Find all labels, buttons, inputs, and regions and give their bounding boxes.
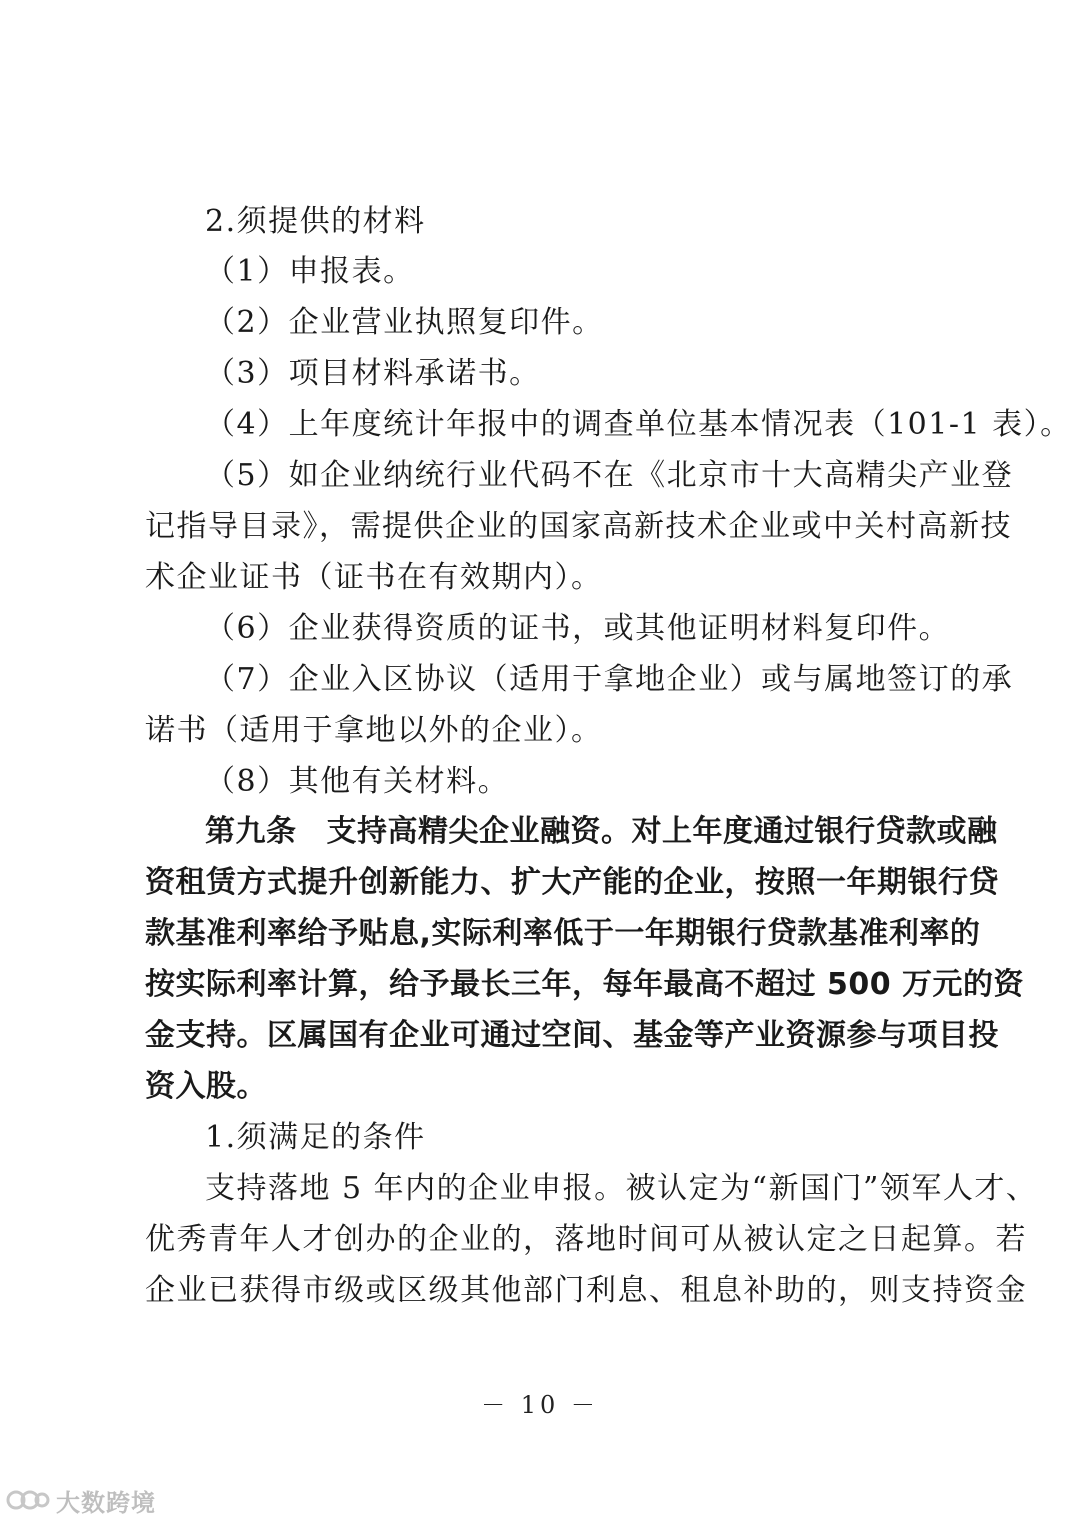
conditions-line: 支持落地 5 年内的企业申报。被认定为“新国门”领军人才、: [205, 1171, 1038, 1206]
page-number: － 10 －: [481, 1391, 599, 1419]
material-item-continued: 诺书（适用于拿地以外的企业）。: [145, 713, 603, 748]
conditions-line: 优秀青年人才创办的企业的，落地时间可从被认定之日起算。若: [145, 1222, 1027, 1257]
watermark: [6, 1482, 156, 1518]
article9-line: 金支持。区属国有企业可通过空间、基金等产业资源参与项目投: [145, 1018, 999, 1053]
conditions-heading: 1.须满足的条件: [205, 1120, 426, 1155]
article9-text: 支持高精尖企业融资。对上年度通过银行贷款或融: [326, 814, 998, 849]
watermark-text: 大数跨境: [56, 1488, 156, 1517]
material-item: （8）其他有关材料。: [205, 764, 510, 799]
material-item: （6）企业获得资质的证书，或其他证明材料复印件。: [205, 611, 951, 646]
article9-title: 第九条: [205, 814, 297, 849]
watermark-logo-icon: [6, 1485, 50, 1515]
material-item: （5）如企业纳统行业代码不在《北京市十大高精尖产业登: [205, 458, 1014, 493]
material-item: （1）申报表。: [205, 254, 415, 289]
material-item: （7）企业入区协议（适用于拿地企业）或与属地签订的承: [205, 662, 1014, 697]
article9-line: 资入股。: [145, 1069, 267, 1104]
material-item: （3）项目材料承诺书。: [205, 356, 541, 391]
material-item: （2）企业营业执照复印件。: [205, 305, 604, 340]
material-item-continued: 术企业证书（证书在有效期内）。: [145, 560, 603, 595]
article9-line: 资租赁方式提升创新能力、扩大产能的企业，按照一年期银行贷: [145, 865, 999, 900]
material-item-continued: 记指导目录》，需提供企业的国家高新技术企业或中关村高新技: [145, 509, 1012, 544]
conditions-line: 企业已获得市级或区级其他部门利息、租息补助的，则支持资金: [145, 1273, 1027, 1308]
article9-line: 按实际利率计算，给予最长三年，每年最高不超过 500 万元的资: [145, 967, 1025, 1002]
materials-heading: 2.须提供的材料: [205, 204, 426, 239]
article9-line: 款基准利率给予贴息,实际利率低于一年期银行贷款基准利率的: [145, 916, 981, 951]
article9-first-line: [205, 814, 998, 849]
material-item: （4）上年度统计年报中的调查单位基本情况表（101-1 表）。: [205, 407, 1072, 442]
